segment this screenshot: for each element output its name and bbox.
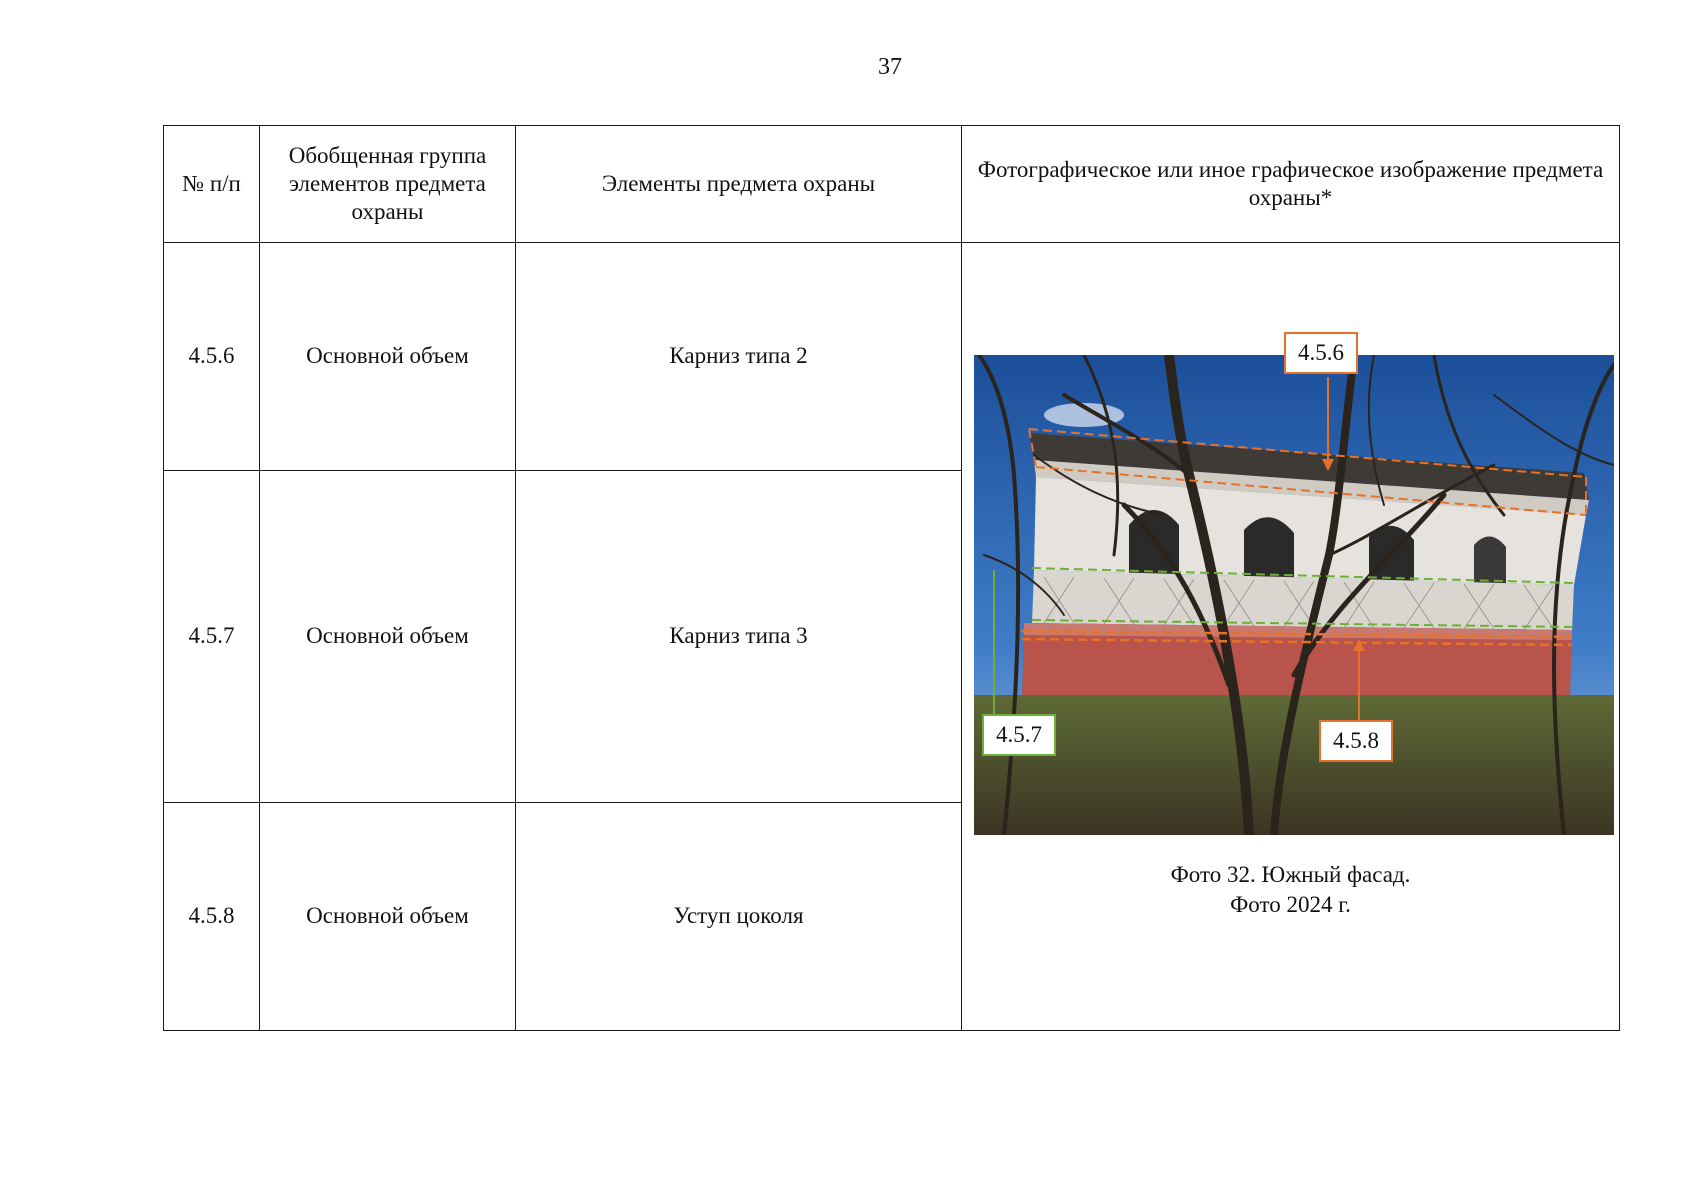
row-number: 4.5.8: [164, 803, 260, 1031]
table-row: [164, 243, 1620, 471]
caption-line-2: Фото 2024 г.: [1230, 891, 1351, 917]
south-facade-photo: [974, 355, 1614, 835]
row-element: Карниз типа 3: [516, 471, 962, 803]
page-number: 37: [878, 54, 902, 80]
row-element: Уступ цоколя: [516, 803, 962, 1031]
photo-cell: [962, 243, 1620, 1031]
row-number: 4.5.7: [164, 471, 260, 803]
photo-caption: [962, 860, 1619, 920]
callout-4-5-6: 4.5.6: [1284, 332, 1358, 374]
header-image: Фотографическое или иное графическое изображение предмета охраны*: [962, 126, 1620, 243]
row-group: Основной объем: [260, 243, 516, 471]
callout-4-5-8: 4.5.8: [1319, 720, 1393, 762]
facade-illustration: [974, 355, 1614, 835]
row-element: Карниз типа 2: [516, 243, 962, 471]
header-elements: Элементы предмета охраны: [516, 126, 962, 243]
table-header-row: [164, 126, 1620, 243]
row-number: 4.5.6: [164, 243, 260, 471]
header-number: № п/п: [164, 126, 260, 243]
row-group: Основной объем: [260, 803, 516, 1031]
header-group: Обобщенная группа элементов предмета охраны: [260, 126, 516, 243]
row-group: Основной объем: [260, 471, 516, 803]
protection-elements-table: [163, 125, 1620, 1031]
caption-line-1: Фото 32. Южный фасад.: [1170, 862, 1411, 887]
callout-4-5-7: 4.5.7: [982, 714, 1056, 756]
